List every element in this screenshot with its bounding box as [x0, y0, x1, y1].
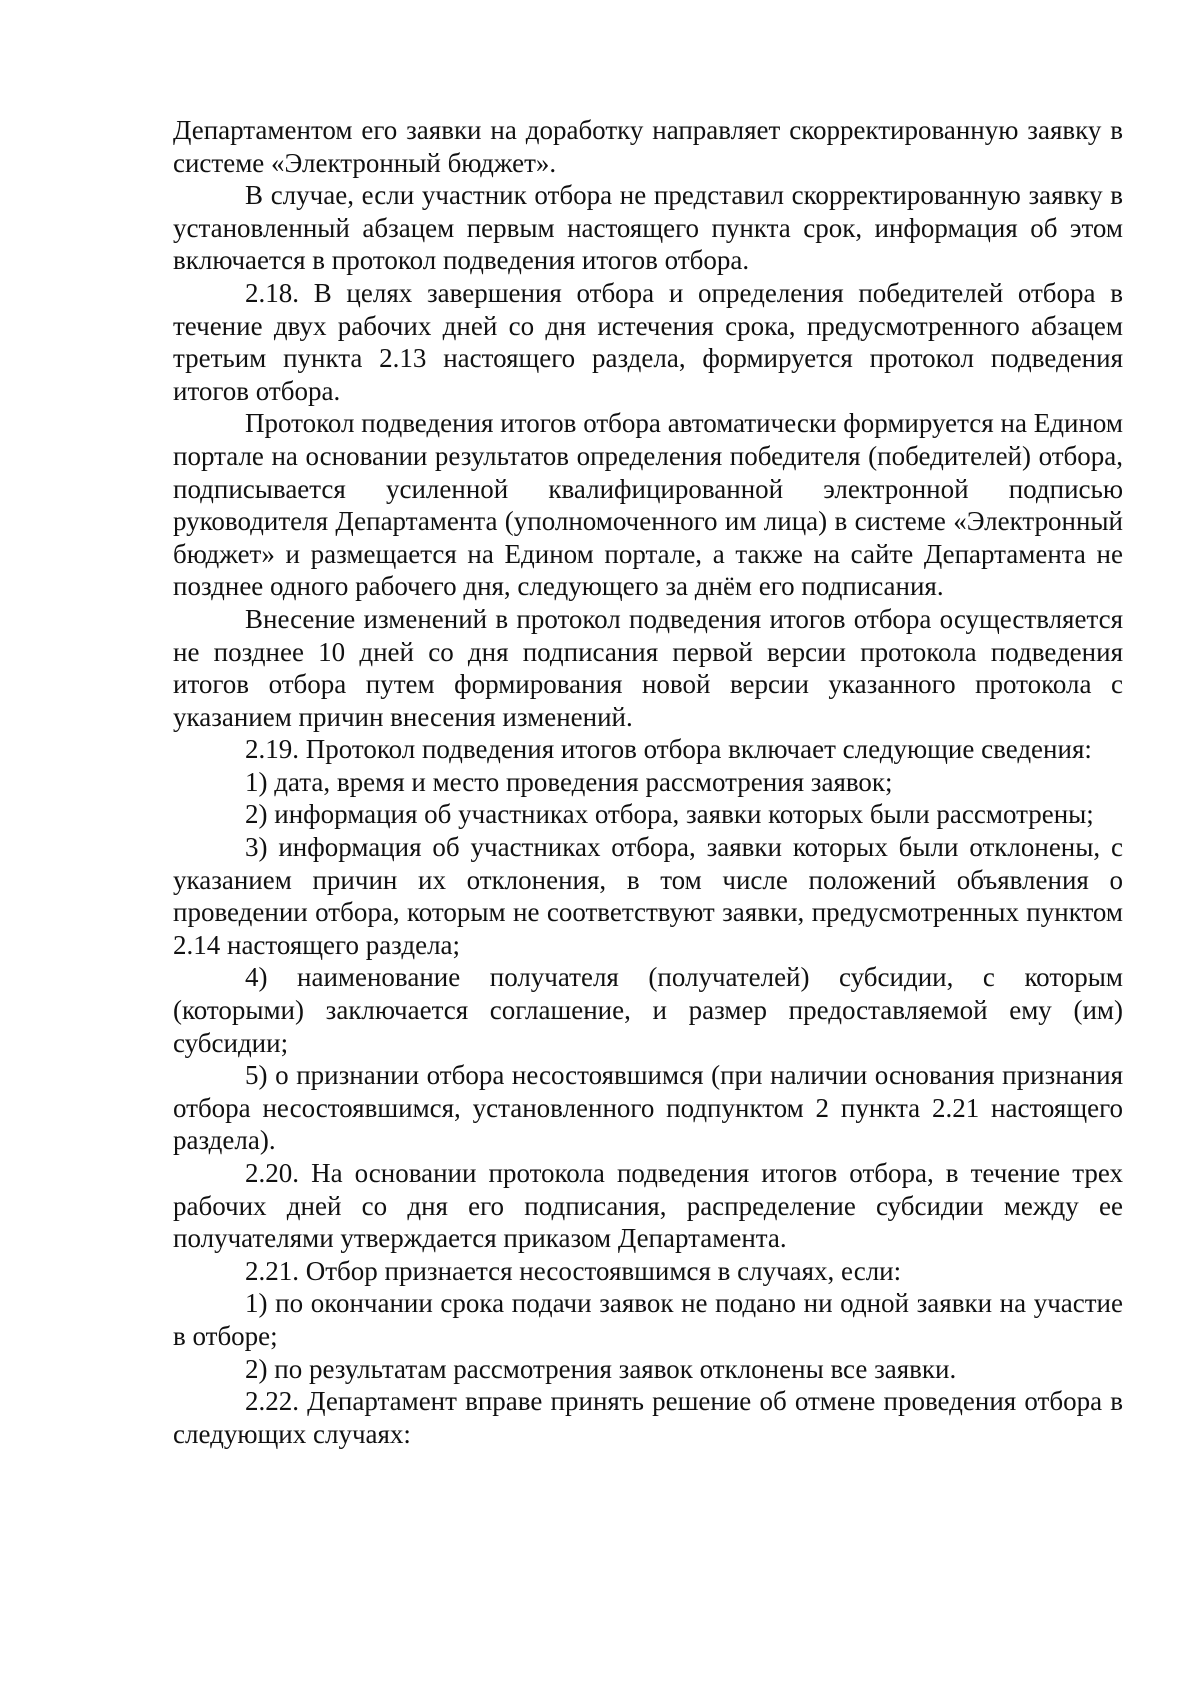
paragraph: Внесение изменений в протокол подведения итогов отбора осуществляется не позднее 10 дней со дня подписания первой версии протокола подведения итогов отбора путем формирования новой версии указанного протокола с указанием причин внесения изменений. [173, 603, 1123, 732]
paragraph: Протокол подведения итогов отбора автоматически формируется на Едином портале на основании результатов определения победителя (победителей) отбора, подписывается усиленной квалифицированной электронной подписью руководителя Департамента (уполномоченного им лица) в системе «Электронный бюджет» и размещается на Едином портале, а также на сайте Департамента не позднее одного рабочего дня, следующего за днём его подписания. [173, 408, 1123, 602]
paragraph-clause-2-21: 2.21. Отбор признается несостоявшимся в случаях, если: [245, 1255, 902, 1286]
paragraph-clause-2-22: 2.22. Департамент вправе принять решение об отмене проведения отбора в следующих случаях: [173, 1386, 1123, 1449]
paragraph-clause-2-18: 2.18. В целях завершения отбора и определения победителей отбора в течение двух рабочих дней со дня истечения срока, предусмотренного абзацем третьим пункта 2.13 настоящего раздела, формируется протокол подведения итогов отбора. [173, 277, 1123, 406]
list-item: 2) по результатам рассмотрения заявок отклонены все заявки. [245, 1353, 957, 1384]
paragraph: В случае, если участник отбора не представил скорректированную заявку в установленный абзацем первым настоящего пункта срок, информация об этом включается в протокол подведения итогов отбора. [173, 180, 1123, 276]
list-item: 5) о признании отбора несостоявшимся (при наличии основания признания отбора несостоявшимся, установленного подпунктом 2 пункта 2.21 настоящего раздела). [173, 1060, 1123, 1156]
paragraph-clause-2-20: 2.20. На основании протокола подведения итогов отбора, в течение трех рабочих дней со дня его подписания, распределение субсидии между ее получателями утверждается приказом Департамента. [173, 1158, 1123, 1254]
list-item: 3) информация об участниках отбора, заявки которых были отклонены, с указанием причин их отклонения, в том числе положений объявления о проведении отбора, которым не соответствуют заявки, предусмотренных пунктом 2.14 настоящего раздела; [173, 832, 1123, 960]
paragraph-clause-2-19: 2.19. Протокол подведения итогов отбора включает следующие сведения: [245, 734, 1092, 765]
document-body [173, 114, 1123, 1450]
list-item: 1) дата, время и место проведения рассмотрения заявок; [245, 766, 893, 797]
list-item: 4) наименование получателя (получателей) субсидии, с которым (которыми) заключается соглашение, и размер предоставляемой ему (им) субсидии; [173, 962, 1123, 1058]
paragraph-continuation: Департаментом его заявки на доработку направляет скорректированную заявку в системе «Электронный бюджет». [173, 115, 1123, 178]
list-item: 2) информация об участниках отбора, заявки которых были рассмотрены; [245, 799, 1094, 830]
list-item: 1) по окончании срока подачи заявок не подано ни одной заявки на участие в отборе; [173, 1288, 1123, 1351]
